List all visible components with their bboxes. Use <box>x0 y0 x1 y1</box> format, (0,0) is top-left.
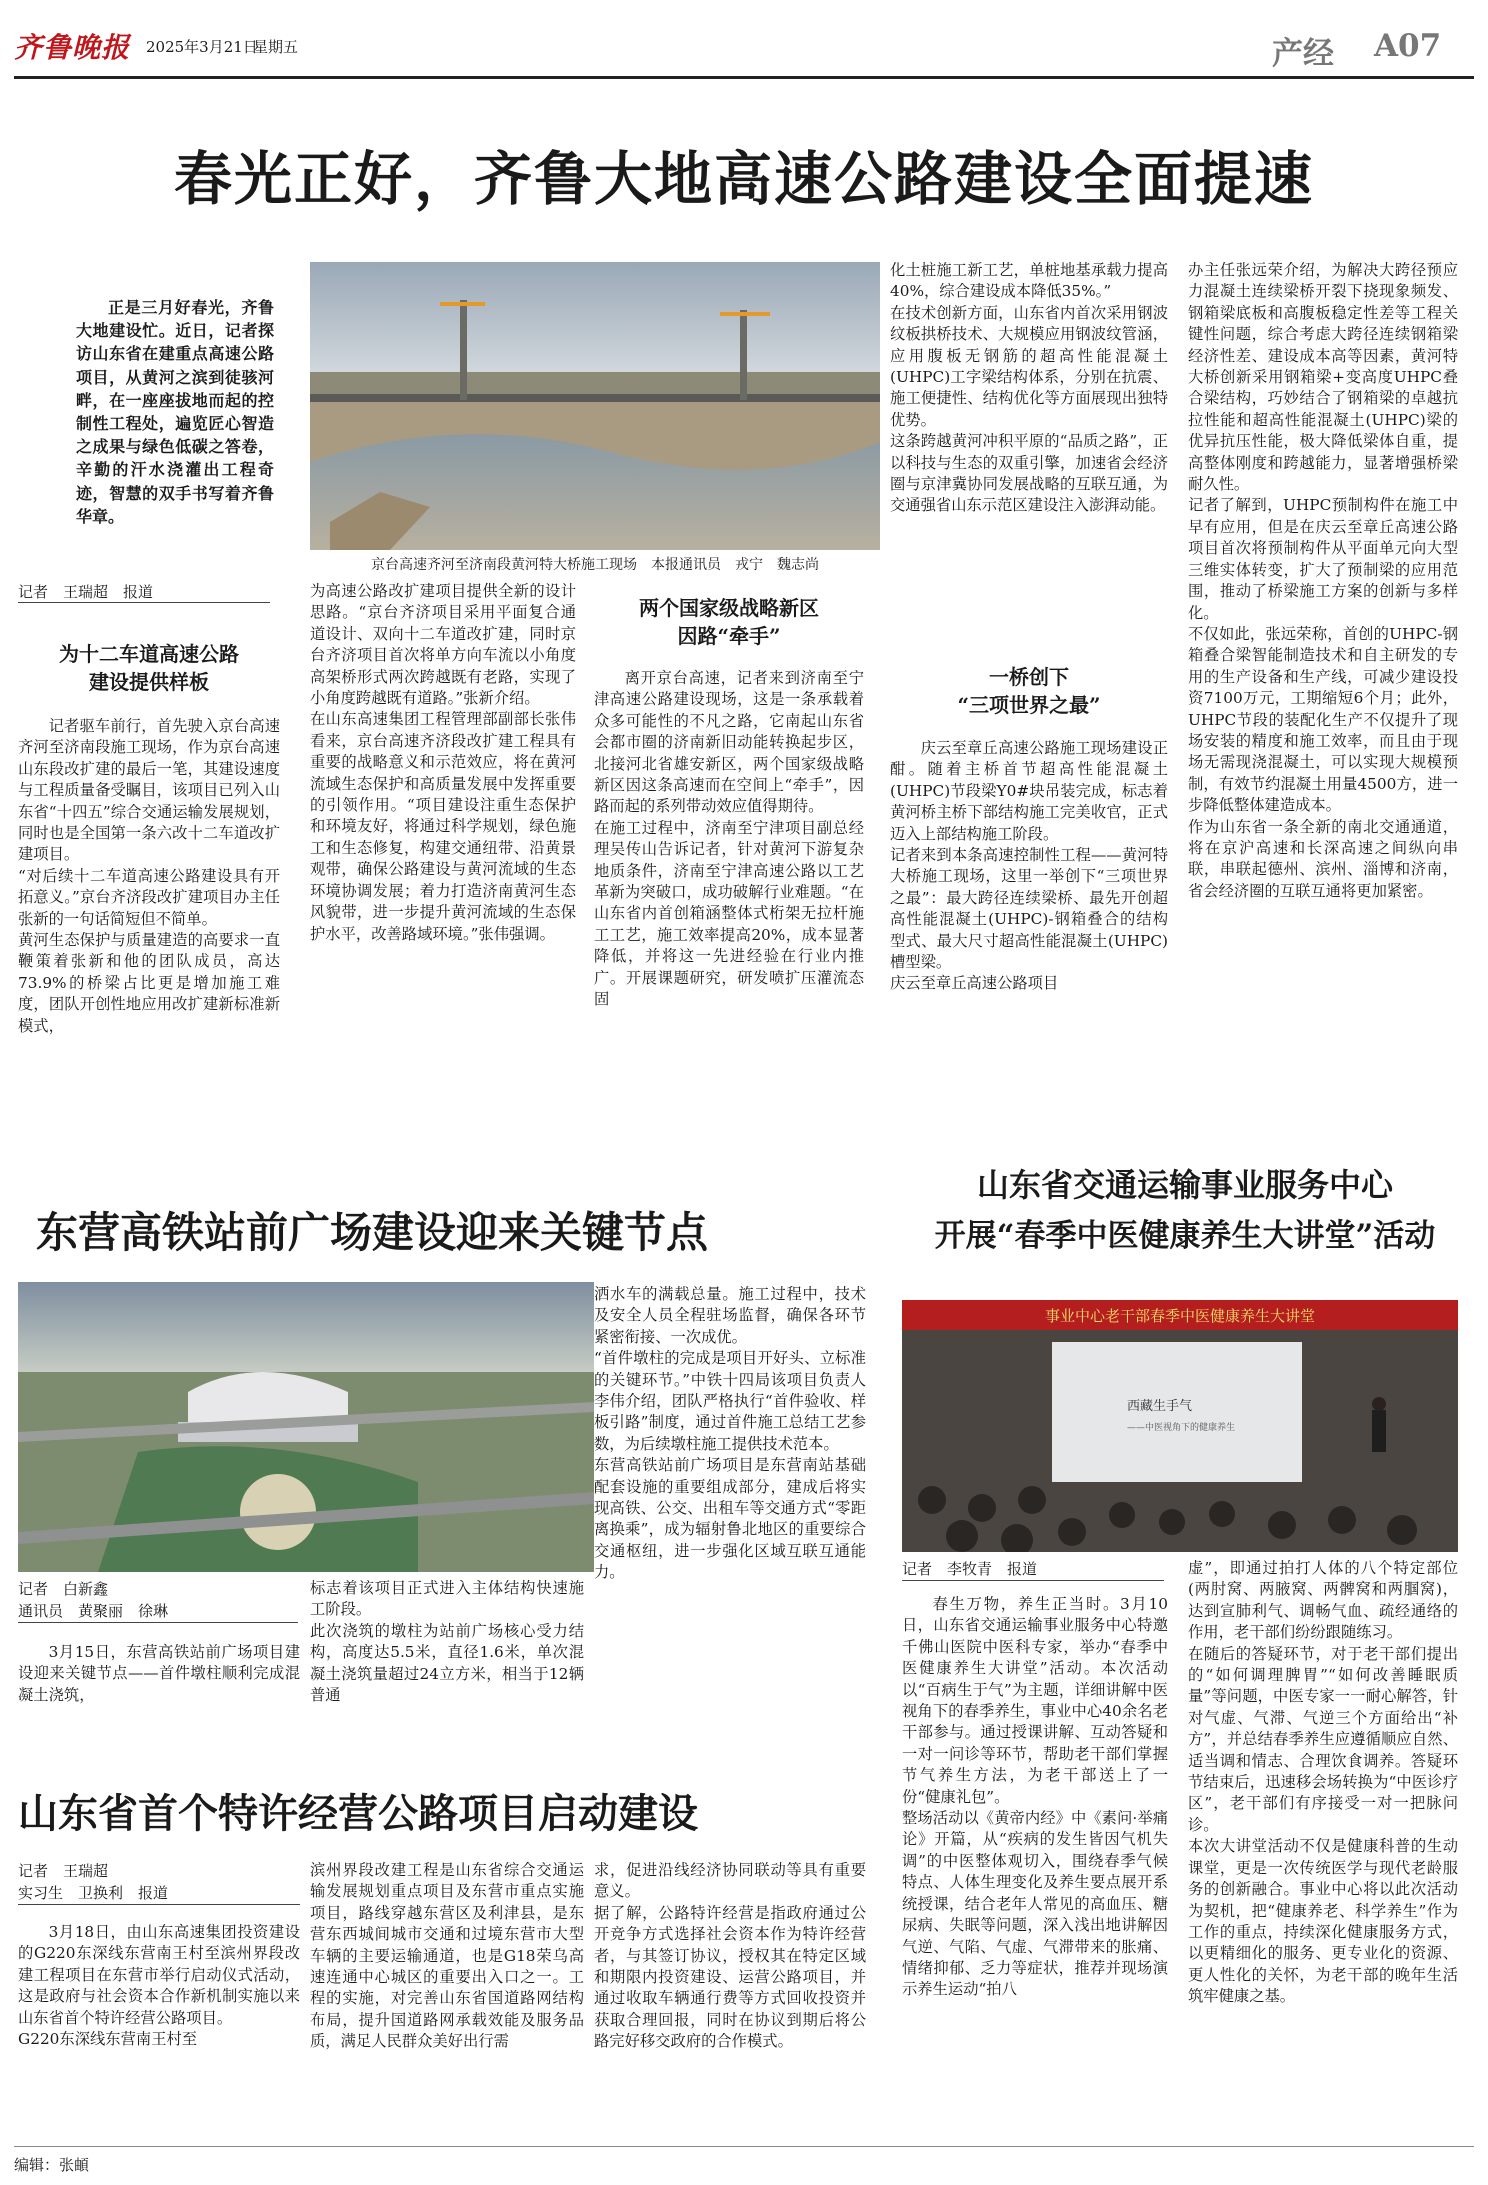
article1-col2: 为高速公路改扩建项目提供全新的设计思路。“京台齐济项目采用平面复合通道设计、双向十二车道改扩建，同时京台齐济项目首次将单方向车流以小角度高架桥形式两次跨越既有老路，实现了小角度跨越既有道路。”张新介绍。 在山东高速集团工程管理部副部长张伟看来，京台高速齐济段改扩建工程具有重要的战略意义和示范效应，将在黄河流域生态保护和高质量发展中发挥重要的引领作用。“项目建设注重生态保护和环境友好，将通过科学规划，绿色施工和生态修复，构建交通纽带、沿黄景观带，确保公路建设与黄河流域的生态环境协调发展；着力打造济南黄河生态风貌带，进一步提升黄河流域的生态保护水平，改善路域环境。”张伟强调。 <box>310 582 576 943</box>
footer-editor: 编辑：张頔 <box>14 2156 90 2174</box>
section-name: 产经 <box>1272 36 1334 72</box>
article2-byline: 记者 白新鑫 通讯员 黄聚丽 徐琳 <box>18 1580 169 1620</box>
masthead-rule <box>14 76 1474 79</box>
article3-headline: 山东省首个特许经营公路项目启动建设 <box>18 1790 698 1837</box>
article1-col4-bottom: 庆云至章丘高速公路施工现场建设正酣。随着主桥首节超高性能混凝土(UHPC)节段梁Y0#块吊装完成，标志着黄河桥主桥下部结构施工完美收官，正式迈入上部结构施工阶段。 记者来到本条高速控制性工程——黄河特大桥施工现场，这里一举创下“三项世界之最”：最大跨径连续梁桥、最先开创超高性能混凝土(UHPC)-钢箱叠合的结构型式、最大尺寸超高性能混凝土(UHPC)槽型梁。 庆云至章丘高速公路项目 <box>890 739 1168 993</box>
article2-col2: 标志着该项目正式进入主体结构快速施工阶段。 此次浇筑的墩柱为站前广场核心受力结构，高度达5.5米，直径1.6米，单次混凝土浇筑量超过24立方米，相当于12辆普通 <box>310 1579 584 1705</box>
slide-subtitle: ——中医视角下的健康养生 <box>1127 1423 1236 1433</box>
article1-subhead-2: 两个国家级战略新区 因路“牵手” <box>639 596 819 648</box>
article4-headline-2: 开展“春季中医健康养生大讲堂”活动 <box>934 1218 1436 1254</box>
article1-col5: 办主任张远荣介绍，为解决大跨径预应力混凝土连续梁桥开裂下挠现象频发、钢箱梁底板和高腹板稳定性差等工程关键性问题，综合考虑大跨径连续钢箱梁经济性差、建设成本高等因素，黄河特大桥创新采用钢箱梁+变高度UHPC叠合梁结构，巧妙结合了钢箱梁的卓越抗拉性能和超高性能混凝土(UHPC)梁的优异抗压性能，极大降低梁体自重，提高整体刚度和跨越能力，显著增强桥梁耐久性。 记者了解到，UHPC预制构件在施工中早有应用，但是在庆云至章丘高速公路项目首次将预制构件从平面单元向大型三维实体转变，扩大了预制梁的应用范围，推动了桥梁施工方案的创新与多样化。 不仅如此，张远荣称，首创的UHPC-钢箱叠合梁智能制造技术和自主研发的专用的生产设备和生产线，可减少建设投资7100万元，工期缩短6个月；此外，UHPC节段的装配化生产不仅提升了现场安装的精度和施工效率，而且由于现场无需现浇混凝土，可以实现大规模预制，有效节约混凝土用量4500方，进一步降低整体建造成本。 作为山东省一条全新的南北交通通道，将在京沪高速和长深高速之间纵向串联，串联起德州、滨州、淄博和济南，省会经济圈的互联互通将更加紧密。 <box>1188 261 1458 900</box>
masthead-logo: 齐鲁晚报 <box>14 31 131 64</box>
article3-col1: 3月18日，由山东高速集团投资建设的G220东深线东营南王村至滨州界段改建工程项目在东营市举行启动仪式活动，这是政府与社会资本合作新机制实施以来山东省首个特许经营公路项目。 G220东深线东营南王村至 <box>18 1923 300 2049</box>
article1-col1: 记者驱车前行，首先驶入京台高速齐河至济南段施工现场，作为京台高速山东段改扩建的最后一笔，其建设速度与工程质量备受瞩目，该项目已列入山东省“十四五”综合交通运输发展规划，同时也是全国第一条六改十二车道改扩建项目。 “对后续十二车道高速公路建设具有开拓意义。”京台齐济段改扩建项目办主任张新的一句话简短但不简单。 黄河生态保护与质量建造的高要求一直鞭策着张新和他的团队成员，高达73.9%的桥梁占比更是增加施工难度，团队开创性地应用改扩建新标准新模式， <box>18 717 280 1035</box>
article4-byline: 记者 李牧青 报道 <box>902 1560 1038 1578</box>
footer-rule <box>14 2146 1474 2147</box>
article4-col1: 春生万物，养生正当时。3月10日，山东省交通运输事业服务中心特邀千佛山医院中医科专家，举办“春季中医健康养生大讲堂”活动。本次活动以“百病生于气”为主题，详细讲解中医视角下的春季养生，事业中心40余名老干部参与。通过授课讲解、互动答疑和一对一问诊等环节，帮助老干部们掌握节气养生方法，为老干部送上了一份“健康礼包”。 整场活动以《黄帝内经》中《素问·举痛论》开篇，从“疾病的发生皆因气机失调”的中医整体观切入，围绕春季气候特点、人体生理变化及养生要点展开系统授课，结合老年人常见的高血压、糖尿病、失眠等问题，深入浅出地讲解因气逆、气陷、气虚、气滞带来的胀痛、情绪抑郁、乏力等症状，推荐并现场演示养生运动“拍八 <box>902 1595 1168 1999</box>
article3-col3: 求，促进沿线经济协同联动等具有重要意义。 据了解，公路特许经营是指政府通过公开竞争方式选择社会资本作为特许经营者，与其签订协议，授权其在特定区域和期限内投资建设、运营公路项目，并通过收取车辆通行费等方式回收投资并获取合理回报，同时在协议到期后将公路完好移交政府的合作模式。 <box>594 1861 866 2051</box>
article4-col2: 虚”，即通过拍打人体的八个特定部位(两肘窝、两腋窝、两髀窝和两腘窝)，达到宣肺利气、调畅气血、疏经通络的作用，老干部们纷纷跟随练习。 在随后的答疑环节，对于老干部们提出的“如何调理脾胃”“如何改善睡眠质量”等问题，中医专家一一耐心解答，针对气虚、气滞、气逆三个方面给出“补方”，并总结春季养生应遵循顺应自然、适当调和情志、合理饮食调养。答疑环节结束后，迅速移会场转换为“中医诊疗区”，老干部们有序接受一对一把脉问诊。 本次大讲堂活动不仅是健康科普的生动课堂，更是一次传统医学与现代老龄服务的创新融合。事业中心将以此次活动为契机，把“健康养老、科学养生”作为工作的重点，持续深化健康服务方式，以更精细化的服务、更专业化的资源、更人性化的关怀，为老干部的晚年生活筑牢健康之基。 <box>1188 1559 1458 2006</box>
article1-col4-top: 化土桩施工新工艺，单桩地基承载力提高40%，综合建设成本降低35%。” 在技术创新方面，山东省内首次采用钢波纹板拱桥技术、大规模应用钢波纹管涵，应用腹板无钢筋的超高性能混凝土(UHPC)工字梁结构体系，分别在抗震、施工便捷性、结构优化等方面展现出独特优势。 这条跨越黄河冲积平原的“品质之路”，正以科技与生态的双重引擎，加速省会经济圈与京津冀协同发展战略的互联互通，为交通强省山东示范区建设注入澎湃动能。 <box>890 261 1168 515</box>
masthead-date: 2025年3月21日 <box>146 38 258 56</box>
article1-headline: 春光正好，齐鲁大地高速公路建设全面提速 <box>173 145 1314 213</box>
bridge-tower <box>740 310 747 400</box>
article1-lead: 正是三月好春光，齐鲁大地建设忙。近日，记者探访山东省在建重点高速公路项目，从黄河之滨到徒骇河畔，在一座座拔地而起的控制性工程处，遍览匠心智造之成果与绿色低碳之答卷，辛勤的汗水浇灌出工程奇迹，智慧的双手书写着齐鲁华章。 <box>76 298 274 526</box>
article4-photo <box>902 1300 1458 1552</box>
article2-col1: 3月15日，东营高铁站前广场项目建设迎来关键节点——首件墩柱顺利完成混凝土浇筑， <box>18 1643 300 1704</box>
article2-photo <box>18 1282 594 1572</box>
byline-rule <box>18 602 270 603</box>
bridge-deck <box>310 394 880 402</box>
masthead-weekday: 星期五 <box>253 38 299 56</box>
article1-col3: 离开京台高速，记者来到济南至宁津高速公路建设现场，这是一条承载着众多可能性的不凡之路，它南起山东省会都市圈的济南新旧动能转换起步区，北接河北省雄安新区，两个国家级战略新区因这条高速而在空间上“牵手”，因路而起的系列带动效应值得期待。 在施工过程中，济南至宁津项目副总经理吴传山告诉记者，针对黄河下游复杂地质条件，济南至宁津高速公路以工艺革新为突破口，成功破解行业难题。“在山东省内首创箱涵整体式桁架无拉杆施工工艺，施工效率提高20%，成本显著降低，并将这一先进经验在行业内推广。开展课题研究，研发喷扩压灌流态固 <box>594 669 864 1009</box>
article1-subhead-1: 为十二车道高速公路 建设提供样板 <box>59 642 239 694</box>
article2-col3: 洒水车的满载总量。施工过程中，技术及安全人员全程驻场监督，确保各环节紧密衔接、一次成优。 “首件墩柱的完成是项目开好头、立标准的关键环节。”中铁十四局该项目负责人李伟介绍，团队严格执行“首件验收、样板引路”制度，通过首件施工总结工艺参数，为后续墩柱施工提供技术范本。 东营高铁站前广场项目是东营南站基础配套设施的重要组成部分，建成后将实现高铁、公交、出租车等交通方式“零距离换乘”，成为辐射鲁北地区的重要综合交通枢纽，进一步强化区域互联互通能力。 <box>594 1285 866 1582</box>
banner-text: 事业中心老干部春季中医健康养生大讲堂 <box>1044 1307 1316 1325</box>
bridge-tower <box>460 300 467 400</box>
byline-rule <box>902 1580 1164 1581</box>
article3-byline: 记者 王瑞超 实习生 卫换利 报道 <box>18 1862 169 1902</box>
article1-subhead-3: 一桥创下 “三项世界之最” <box>957 665 1101 717</box>
article2-headline: 东营高铁站前广场建设迎来关键节点 <box>36 1208 709 1257</box>
byline-rule <box>18 1622 298 1623</box>
slide-title: 西藏生手气 <box>1127 1399 1193 1414</box>
article1-photo <box>310 262 880 550</box>
article4-headline-1: 山东省交通运输事业服务中心 <box>976 1166 1393 1204</box>
byline-rule <box>18 1904 300 1905</box>
article1-byline: 记者 王瑞超 报道 <box>18 583 154 601</box>
article1-photo-caption: 京台高速齐河至济南段黄河特大桥施工现场 本报通讯员 戎宁 魏志尚 <box>371 557 819 573</box>
page-number: A07 <box>1374 28 1442 64</box>
article3-col2: 滨州界段改建工程是山东省综合交通运输发展规划重点项目及东营市重点实施项目，路线穿越东营区及利津县，是东营东西城间城市交通和过境东营市大型车辆的主要运输通道，也是G18荣乌高速连通中心城区的重要出入口之一。工程的实施，对完善山东省国道路网结构布局，提升国道路网承载效能及服务品质，满足人民群众美好出行需 <box>310 1861 584 2051</box>
